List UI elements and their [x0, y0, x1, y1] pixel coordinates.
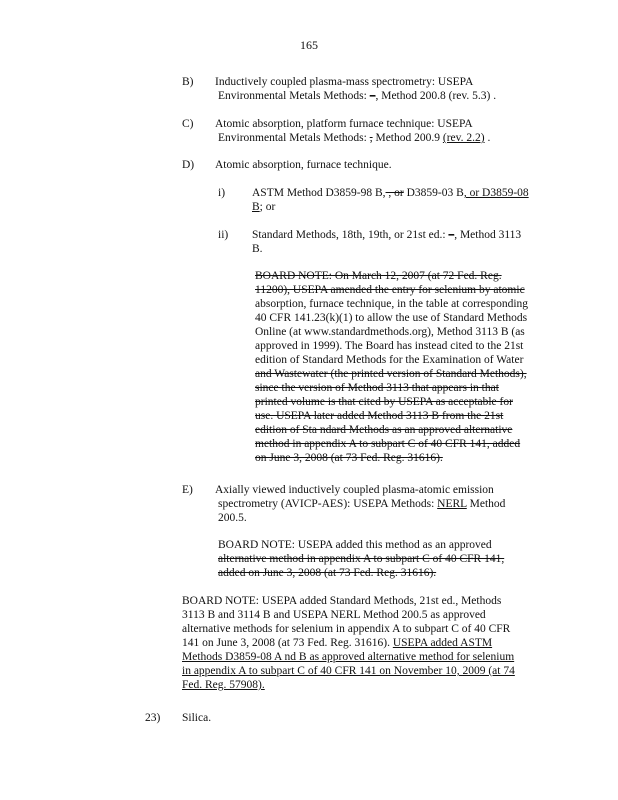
- item-d-line1: Atomic absorption, furnace technique.: [215, 159, 392, 171]
- board-note-line: [255, 283, 525, 297]
- board-note-line: [255, 297, 528, 311]
- item-d-i-line1-text: ASTM Method D3859-98 B,: [252, 187, 386, 199]
- board-note-line: [255, 437, 520, 451]
- board-note-line: [255, 325, 525, 339]
- item-d-ii-label: ii): [218, 229, 229, 241]
- item-e-line3: 200.5.: [218, 512, 247, 524]
- board-note-segment: edition of Sta ndard Methods as an approved alternative: [255, 424, 513, 436]
- item-e-note-line2: alternative method in appendix A to subpart C of 40 CFR 141,: [218, 553, 505, 565]
- item-b-line2-struck: –: [369, 90, 376, 102]
- item-d-ii-line1-struck: –: [448, 229, 455, 241]
- board-note-line: [255, 409, 503, 423]
- final-note-line: [182, 636, 492, 650]
- item-d-ii-line1-text: Standard Methods, 18th, 19th, or 21st ed.:: [252, 229, 449, 241]
- item-b-line2-rest: , Method 200.8 (rev. 5.3) .: [375, 90, 497, 102]
- item-c-line2-struck: ,: [369, 132, 373, 144]
- item-d-i-line1-struck: , or: [385, 187, 404, 199]
- board-note-segment: method in appendix A to subpart C of 40 CFR 141, added: [255, 438, 521, 450]
- board-note-segment: use. USEPA later added Method 3113 B from the 21st: [255, 410, 504, 422]
- final-note-line: BOARD NOTE: USEPA added Standard Methods, 21st ed., Methods: [182, 595, 502, 607]
- board-note-line: [255, 381, 499, 395]
- final-note-line: in appendix A to subpart C of 40 CFR 141 on November 10, 2009 (at 74: [182, 665, 515, 677]
- board-note-segment: printed volume is that cited by USEPA as acceptable for: [255, 396, 513, 408]
- page-number: 165: [300, 38, 318, 52]
- item-c-line2-text: Environmental Metals Methods:: [218, 132, 370, 144]
- item-d-i-line2: [252, 200, 275, 214]
- board-note-segment: Online (at www.standardmethods.org), Method 3113 B (as: [255, 326, 525, 338]
- board-note-line: [255, 353, 523, 367]
- final-note-line: 3113 B and 3114 B and USEPA NERL Method 200.5 as approved: [182, 609, 486, 621]
- final-note-underlined: USEPA added ASTM: [392, 637, 493, 649]
- board-note-line: [255, 311, 527, 325]
- item-e-label: E): [182, 484, 193, 496]
- item-e-line1: Axially viewed inductively coupled plasma-atomic emission: [215, 484, 494, 496]
- item-c-line2-mid: Method 200.9: [372, 132, 443, 144]
- board-note-segment: edition of Standard Methods for the Examination of Water: [255, 354, 524, 366]
- item-d-i-line2-text: ; or: [259, 201, 276, 213]
- item-e-line2-underlined: NERL: [437, 498, 467, 510]
- item-e-line2: [218, 497, 505, 511]
- item-d-ii-line1: [252, 228, 521, 242]
- board-note-segment: 11200), USEPA amended the entry for selenium by atomic: [255, 284, 525, 296]
- item-b-label: B): [182, 76, 194, 88]
- board-note-segment: BOARD NOTE: On March 12, 2007 (at 72 Fed. Reg.: [255, 270, 502, 282]
- item-b-line2: [218, 89, 496, 103]
- item-23-text: Silica.: [182, 712, 212, 724]
- board-note-line: [255, 269, 502, 283]
- item-e-line2-rest: Method: [466, 498, 506, 510]
- item-c-line2-underlined: (rev. 2.2): [442, 132, 485, 144]
- item-c-line1: Atomic absorption, platform furnace technique: USEPA: [215, 118, 473, 130]
- item-d-i-line2-underlined: B: [252, 201, 260, 213]
- item-e-note-line1: BOARD NOTE: USEPA added this method as an approved: [218, 539, 492, 551]
- board-note-line: [255, 423, 512, 437]
- item-d-label: D): [182, 159, 195, 171]
- final-note-line: Fed. Reg. 57908).: [182, 679, 265, 691]
- item-e-note-line3: added on June 3, 2008 (at 73 Fed. Reg. 31616).: [218, 567, 437, 579]
- item-d-i-line1: [252, 186, 529, 200]
- item-c-line2-end: .: [484, 132, 491, 144]
- board-note-segment: on June 3, 2008 (at 73 Fed. Reg. 31616).: [255, 452, 443, 464]
- item-d-ii-line1-rest: , Method 3113: [454, 229, 522, 241]
- item-b-line2-text: Environmental Metals Methods:: [218, 90, 370, 102]
- final-note-text: 141 on June 3, 2008 (at 73 Fed. Reg. 31616).: [182, 637, 393, 649]
- board-note-line: [255, 339, 523, 353]
- board-note-segment: and Wastewater (the printed version of Standard Methods),: [255, 368, 527, 380]
- item-d-i-line1-mid: D3859-03 B: [403, 187, 464, 199]
- final-note-line: Methods D3859-08 A nd B as approved alternative method for selenium: [182, 651, 515, 663]
- item-d-ii-line2: B.: [252, 243, 263, 255]
- board-note-line: [255, 367, 527, 381]
- item-d-i-label: i): [218, 187, 226, 199]
- item-c-label: C): [182, 118, 194, 130]
- board-note-segment: absorption, furnace technique, in the table at corresponding: [255, 298, 529, 310]
- item-e-line2-text: spectrometry (AVICP-AES): USEPA Methods:: [218, 498, 438, 510]
- item-b-line1: Inductively coupled plasma-mass spectrometry: USEPA: [215, 76, 474, 88]
- board-note-line: [255, 451, 443, 465]
- item-d-i-line1-underlined: , or D3859-08: [463, 187, 529, 199]
- board-note-segment: 40 CFR 141.23(k)(1) to allow the use of Standard Methods: [255, 312, 528, 324]
- board-note-line: [255, 395, 513, 409]
- board-note-segment: since the version of Method 3113 that appears in that: [255, 382, 499, 394]
- board-note-segment: approved in 1999). The Board has instead cited to the 21st: [255, 340, 524, 352]
- item-23-label: 23): [145, 712, 161, 724]
- item-c-line2: [218, 131, 490, 145]
- final-note-line: alternative methods for selenium in appendix A to subpart C of 40 CFR: [182, 623, 511, 635]
